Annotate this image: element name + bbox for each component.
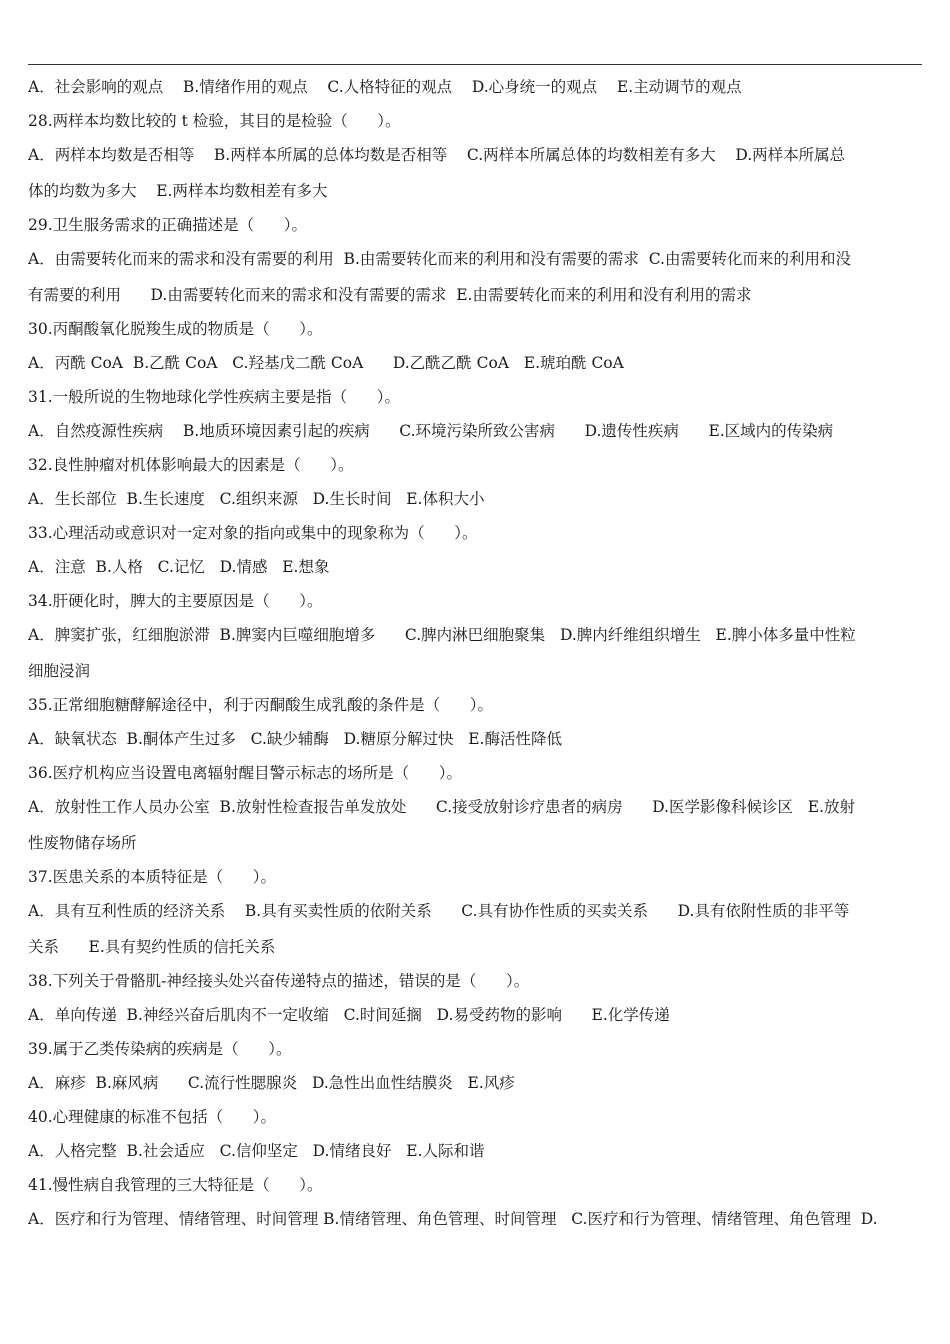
option-line: A．具有互利性质的经济关系 B.具有买卖性质的依附关系 C.具有协作性质的买卖关系 D.具有依附性质的非平等 xyxy=(28,902,850,920)
question-line: 29.卫生服务需求的正确描述是（ ）。 xyxy=(28,216,307,234)
question-line: 39.属于乙类传染病的疾病是（ ）。 xyxy=(28,1040,292,1058)
option-line: A．由需要转化而来的需求和没有需要的利用 B.由需要转化而来的利用和没有需要的需求 C.由需要转化而来的利用和没 xyxy=(28,250,851,268)
question-line: 35.正常细胞糖酵解途径中，利于丙酮酸生成乳酸的条件是（ ）。 xyxy=(28,696,493,714)
question-line: 32.良性肿瘤对机体影响最大的因素是（ ）。 xyxy=(28,456,354,474)
option-line: A．脾窦扩张，红细胞淤滞 B.脾窦内巨噬细胞增多 C.脾内淋巴细胞聚集 D.脾内纤维组织增生 E.脾小体多量中性粒 xyxy=(28,626,856,644)
question-line: 28.两样本均数比较的 t 检验，其目的是检验（ ）。 xyxy=(28,112,401,130)
option-line: A．社会影响的观点 B.情绪作用的观点 C.人格特征的观点 D.心身统一的观点 E.主动调节的观点 xyxy=(28,78,742,96)
question-line: 37.医患关系的本质特征是（ ）。 xyxy=(28,868,276,886)
option-line: A．人格完整 B.社会适应 C.信仰坚定 D.情绪良好 E.人际和谐 xyxy=(28,1142,485,1160)
option-line-continued: 性废物储存场所 xyxy=(28,834,137,852)
option-line: A．麻疹 B.麻风病 C.流行性腮腺炎 D.急性出血性结膜炎 E.风疹 xyxy=(28,1074,515,1092)
option-line: A．单向传递 B.神经兴奋后肌肉不一定收缩 C.时间延搁 D.易受药物的影响 E.化学传递 xyxy=(28,1006,670,1024)
question-line: 36.医疗机构应当设置电离辐射醒目警示标志的场所是（ ）。 xyxy=(28,764,462,782)
option-line-continued: 有需要的利用 D.由需要转化而来的需求和没有需要的需求 E.由需要转化而来的利用和没有利用的需求 xyxy=(28,286,752,304)
option-line-continued: 关系 E.具有契约性质的信托关系 xyxy=(28,938,276,956)
question-line: 30.丙酮酸氧化脱羧生成的物质是（ ）。 xyxy=(28,320,323,338)
question-line: 31.一般所说的生物地球化学性疾病主要是指（ ）。 xyxy=(28,388,400,406)
option-line: A．医疗和行为管理、情绪管理、时间管理 B.情绪管理、角色管理、时间管理 C.医疗和行为管理、情绪管理、角色管理 D. xyxy=(28,1210,878,1228)
question-line: 33.心理活动或意识对一定对象的指向或集中的现象称为（ ）。 xyxy=(28,524,478,542)
question-line: 34.肝硬化时，脾大的主要原因是（ ）。 xyxy=(28,592,323,610)
option-line: A．注意 B.人格 C.记忆 D.情感 E.想象 xyxy=(28,558,330,576)
question-line: 38.下列关于骨骼肌-神经接头处兴奋传递特点的描述，错误的是（ ）。 xyxy=(28,972,530,990)
option-line: A．两样本均数是否相等 B.两样本所属的总体均数是否相等 C.两样本所属总体的均数相差有多大 D.两样本所属总 xyxy=(28,146,846,164)
exam-page-content xyxy=(28,70,922,1236)
option-line: A．缺氧状态 B.酮体产生过多 C.缺少辅酶 D.糖原分解过快 E.酶活性降低 xyxy=(28,730,562,748)
header-rule xyxy=(28,64,922,65)
option-line: A．放射性工作人员办公室 B.放射性检查报告单发放处 C.接受放射诊疗患者的病房 D.医学影像科候诊区 E.放射 xyxy=(28,798,856,816)
question-line: 41.慢性病自我管理的三大特征是（ ）。 xyxy=(28,1176,323,1194)
option-line: A．丙酰 CoA B.乙酰 CoA C.羟基戊二酰 CoA D.乙酰乙酰 CoA E.琥珀酰 CoA xyxy=(28,354,624,372)
option-line: A．自然疫源性疾病 B.地质环境因素引起的疾病 C.环境污染所致公害病 D.遗传性疾病 E.区域内的传染病 xyxy=(28,422,834,440)
question-line: 40.心理健康的标准不包括（ ）。 xyxy=(28,1108,276,1126)
option-line: A．生长部位 B.生长速度 C.组织来源 D.生长时间 E.体积大小 xyxy=(28,490,485,508)
option-line-continued: 体的均数为多大 E.两样本均数相差有多大 xyxy=(28,182,328,200)
option-line-continued: 细胞浸润 xyxy=(28,662,91,680)
